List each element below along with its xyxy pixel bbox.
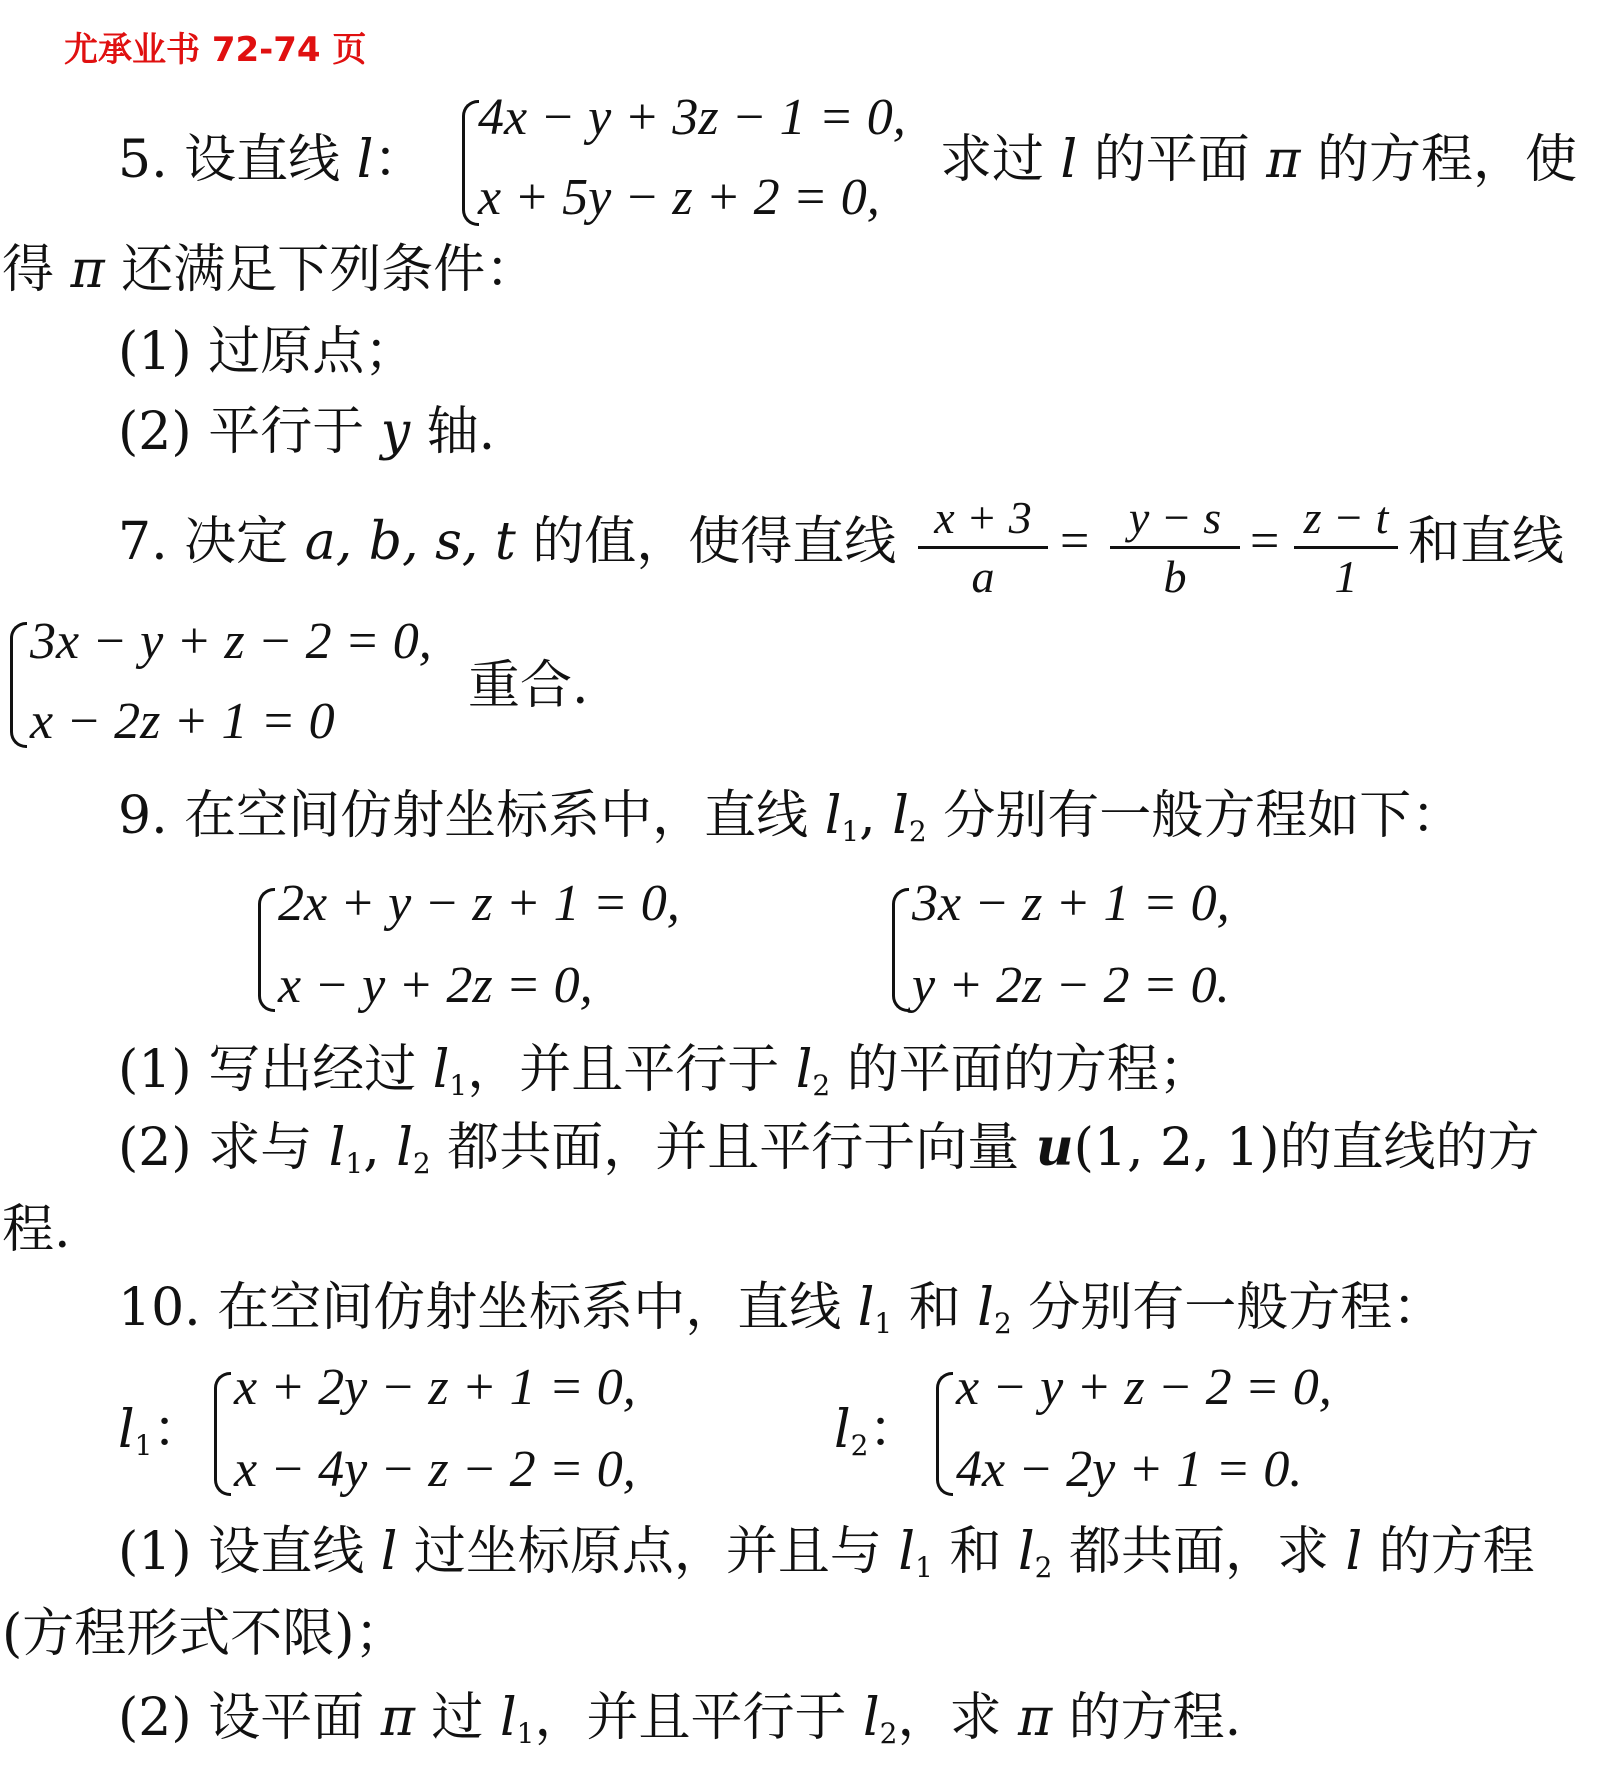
page-header: 尤承业书 72-74 页 (64, 30, 367, 70)
sub: 1 (841, 815, 860, 848)
colon: ： (373, 130, 426, 190)
sep: , (363, 1118, 397, 1178)
sub: 1 (449, 1069, 468, 1102)
var-l2: l (795, 1040, 813, 1100)
var-l1: l (898, 1522, 916, 1582)
text: 得 (2, 240, 71, 300)
text: (2) 平行于 (118, 402, 381, 462)
sub: 1 (874, 1307, 893, 1340)
var-l2: l (396, 1118, 413, 1178)
p9-b1: 3x − z + 1 = 0, (912, 875, 1230, 932)
text: 在空间仿射坐标系中，直线 (217, 1278, 858, 1338)
sub: 2 (908, 815, 927, 848)
text: 都共面，求 (1052, 1522, 1346, 1582)
var-l: l (380, 1522, 398, 1582)
brace (258, 888, 275, 1012)
text: 在空间仿射坐标系中，直线 (184, 786, 825, 846)
denominator: 1 (1334, 551, 1358, 602)
text: 的值，使得直线 (515, 512, 897, 572)
sub: 1 (516, 1717, 535, 1750)
problem-7-end: 重合. (468, 656, 589, 716)
p10-q1 (118, 1522, 1535, 1598)
text: 的方程. (1052, 1688, 1242, 1748)
p10-a1: x + 2y − z + 1 = 0, (234, 1359, 636, 1416)
p5-cond-1: (1) 过原点； (118, 322, 417, 382)
brace (892, 888, 909, 1012)
p5-cond-2 (118, 402, 495, 462)
text: 都共面，并且平行于向量 (430, 1118, 1036, 1178)
numerator: z − t (1303, 492, 1389, 543)
problem-5-tail (940, 130, 1577, 190)
problem-number: 7. (118, 512, 168, 572)
vars: a, b, s, t (304, 512, 516, 572)
problem-number: 10. (118, 1278, 201, 1338)
brace (10, 622, 27, 748)
fraction-3 (1294, 494, 1398, 601)
sub: 1 (134, 1429, 153, 1462)
brace (214, 1372, 231, 1496)
text: (2) 求与 (118, 1118, 329, 1178)
sep: , (859, 786, 893, 846)
text: ，并且平行于 (534, 1688, 863, 1748)
problem-9-lead (118, 786, 1463, 862)
p10-a2: x − 4y − z − 2 = 0, (234, 1441, 636, 1498)
var-l: l (1345, 1522, 1363, 1582)
text: 决定 (184, 512, 305, 572)
p9-q1 (118, 1040, 1211, 1116)
text: 求过 (940, 130, 1061, 190)
p10-q1-cont: (方程形式不限)； (2, 1604, 407, 1664)
equals: = (1060, 513, 1090, 570)
text: 的平面的方程； (830, 1040, 1211, 1100)
var-l1: l (432, 1040, 450, 1100)
text: 的方程，使 (1300, 130, 1577, 190)
denominator: b (1163, 551, 1187, 602)
var-pi: π (380, 1688, 415, 1748)
numerator: y − s (1128, 492, 1222, 543)
var-l2: l (1017, 1522, 1035, 1582)
sub: 1 (345, 1147, 364, 1180)
var-l1: l (328, 1118, 346, 1178)
var-l1: l (824, 786, 842, 846)
p9-b2: y + 2z − 2 = 0. (912, 957, 1230, 1014)
text: 分别有一般方程： (1011, 1278, 1445, 1338)
fraction-1 (918, 494, 1048, 601)
text: (1, 2, 1)的直线的方 (1073, 1118, 1540, 1178)
var-pi: π (1017, 1688, 1053, 1748)
text: 过坐标原点，并且与 (397, 1522, 899, 1582)
var-pi: π (70, 240, 105, 300)
text: ，并且平行于 (467, 1040, 796, 1100)
text: 还满足下列条件： (104, 240, 538, 300)
p5-eq1: 4x − y + 3z − 1 = 0, (478, 89, 906, 146)
sub: 2 (993, 1307, 1012, 1340)
sub: 2 (1034, 1551, 1053, 1584)
colon: ： (152, 1400, 205, 1460)
p5-eq2: x + 5y − z + 2 = 0, (478, 169, 880, 226)
p10-q2 (118, 1688, 1241, 1764)
problem-7-tail: 和直线 (1408, 512, 1565, 572)
sub: 2 (879, 1717, 898, 1750)
text: 分别有一般方程如下： (926, 786, 1464, 846)
var-l1: l (118, 1400, 135, 1460)
p10-b2: 4x − 2y + 1 = 0. (956, 1441, 1303, 1498)
brace (936, 1372, 953, 1496)
var-l: l (1060, 130, 1078, 190)
equals: = (1250, 513, 1280, 570)
var-y: y (380, 402, 411, 462)
problem-number: 9. (118, 786, 168, 846)
p7-eq1: 3x − y + z − 2 = 0, (30, 613, 432, 670)
problem-10-lead (118, 1278, 1444, 1354)
text: ，求 (897, 1688, 1018, 1748)
var-l2: l (862, 1688, 880, 1748)
text: 过 (414, 1688, 500, 1748)
numerator: x + 3 (934, 492, 1032, 543)
text: 的方程 (1362, 1522, 1535, 1582)
text: 设直线 (184, 130, 357, 190)
problem-5-line2 (2, 240, 537, 300)
p9-a2: x − y + 2z = 0, (278, 957, 593, 1014)
sub: 1 (915, 1551, 933, 1584)
var-l1: l (857, 1278, 875, 1338)
var-l2: l (977, 1278, 994, 1338)
text: 轴. (410, 402, 496, 462)
var-l: l (356, 130, 374, 190)
problem-5-lead (118, 130, 425, 190)
p7-eq2: x − 2z + 1 = 0 (30, 693, 335, 750)
problem-number: 5. (118, 130, 168, 190)
brace (462, 100, 479, 226)
p9-a1: 2x + y − z + 1 = 0, (278, 875, 680, 932)
var-l1: l (499, 1688, 517, 1748)
text: 和 (932, 1522, 1018, 1582)
text: 和 (892, 1278, 978, 1338)
p10-l2-label (834, 1400, 920, 1476)
p9-q2-cont: 程. (2, 1200, 71, 1260)
colon: ： (868, 1400, 921, 1460)
text: (1) 设直线 (118, 1522, 381, 1582)
fraction-2 (1110, 494, 1240, 601)
p9-q2 (118, 1118, 1540, 1194)
var-u: u (1035, 1117, 1074, 1178)
p10-b1: x − y + z − 2 = 0, (956, 1359, 1332, 1416)
var-l2: l (834, 1400, 851, 1460)
text: (2) 设平面 (118, 1688, 381, 1748)
text: 的平面 (1077, 130, 1267, 190)
var-pi: π (1266, 130, 1301, 190)
denominator: a (971, 551, 995, 602)
p10-l1-label (118, 1400, 204, 1476)
sub: 2 (850, 1429, 869, 1462)
problem-7-lead (118, 512, 896, 572)
sub: 2 (812, 1069, 831, 1102)
sub: 2 (412, 1147, 431, 1180)
var-l2: l (892, 786, 909, 846)
text: (1) 写出经过 (118, 1040, 433, 1100)
